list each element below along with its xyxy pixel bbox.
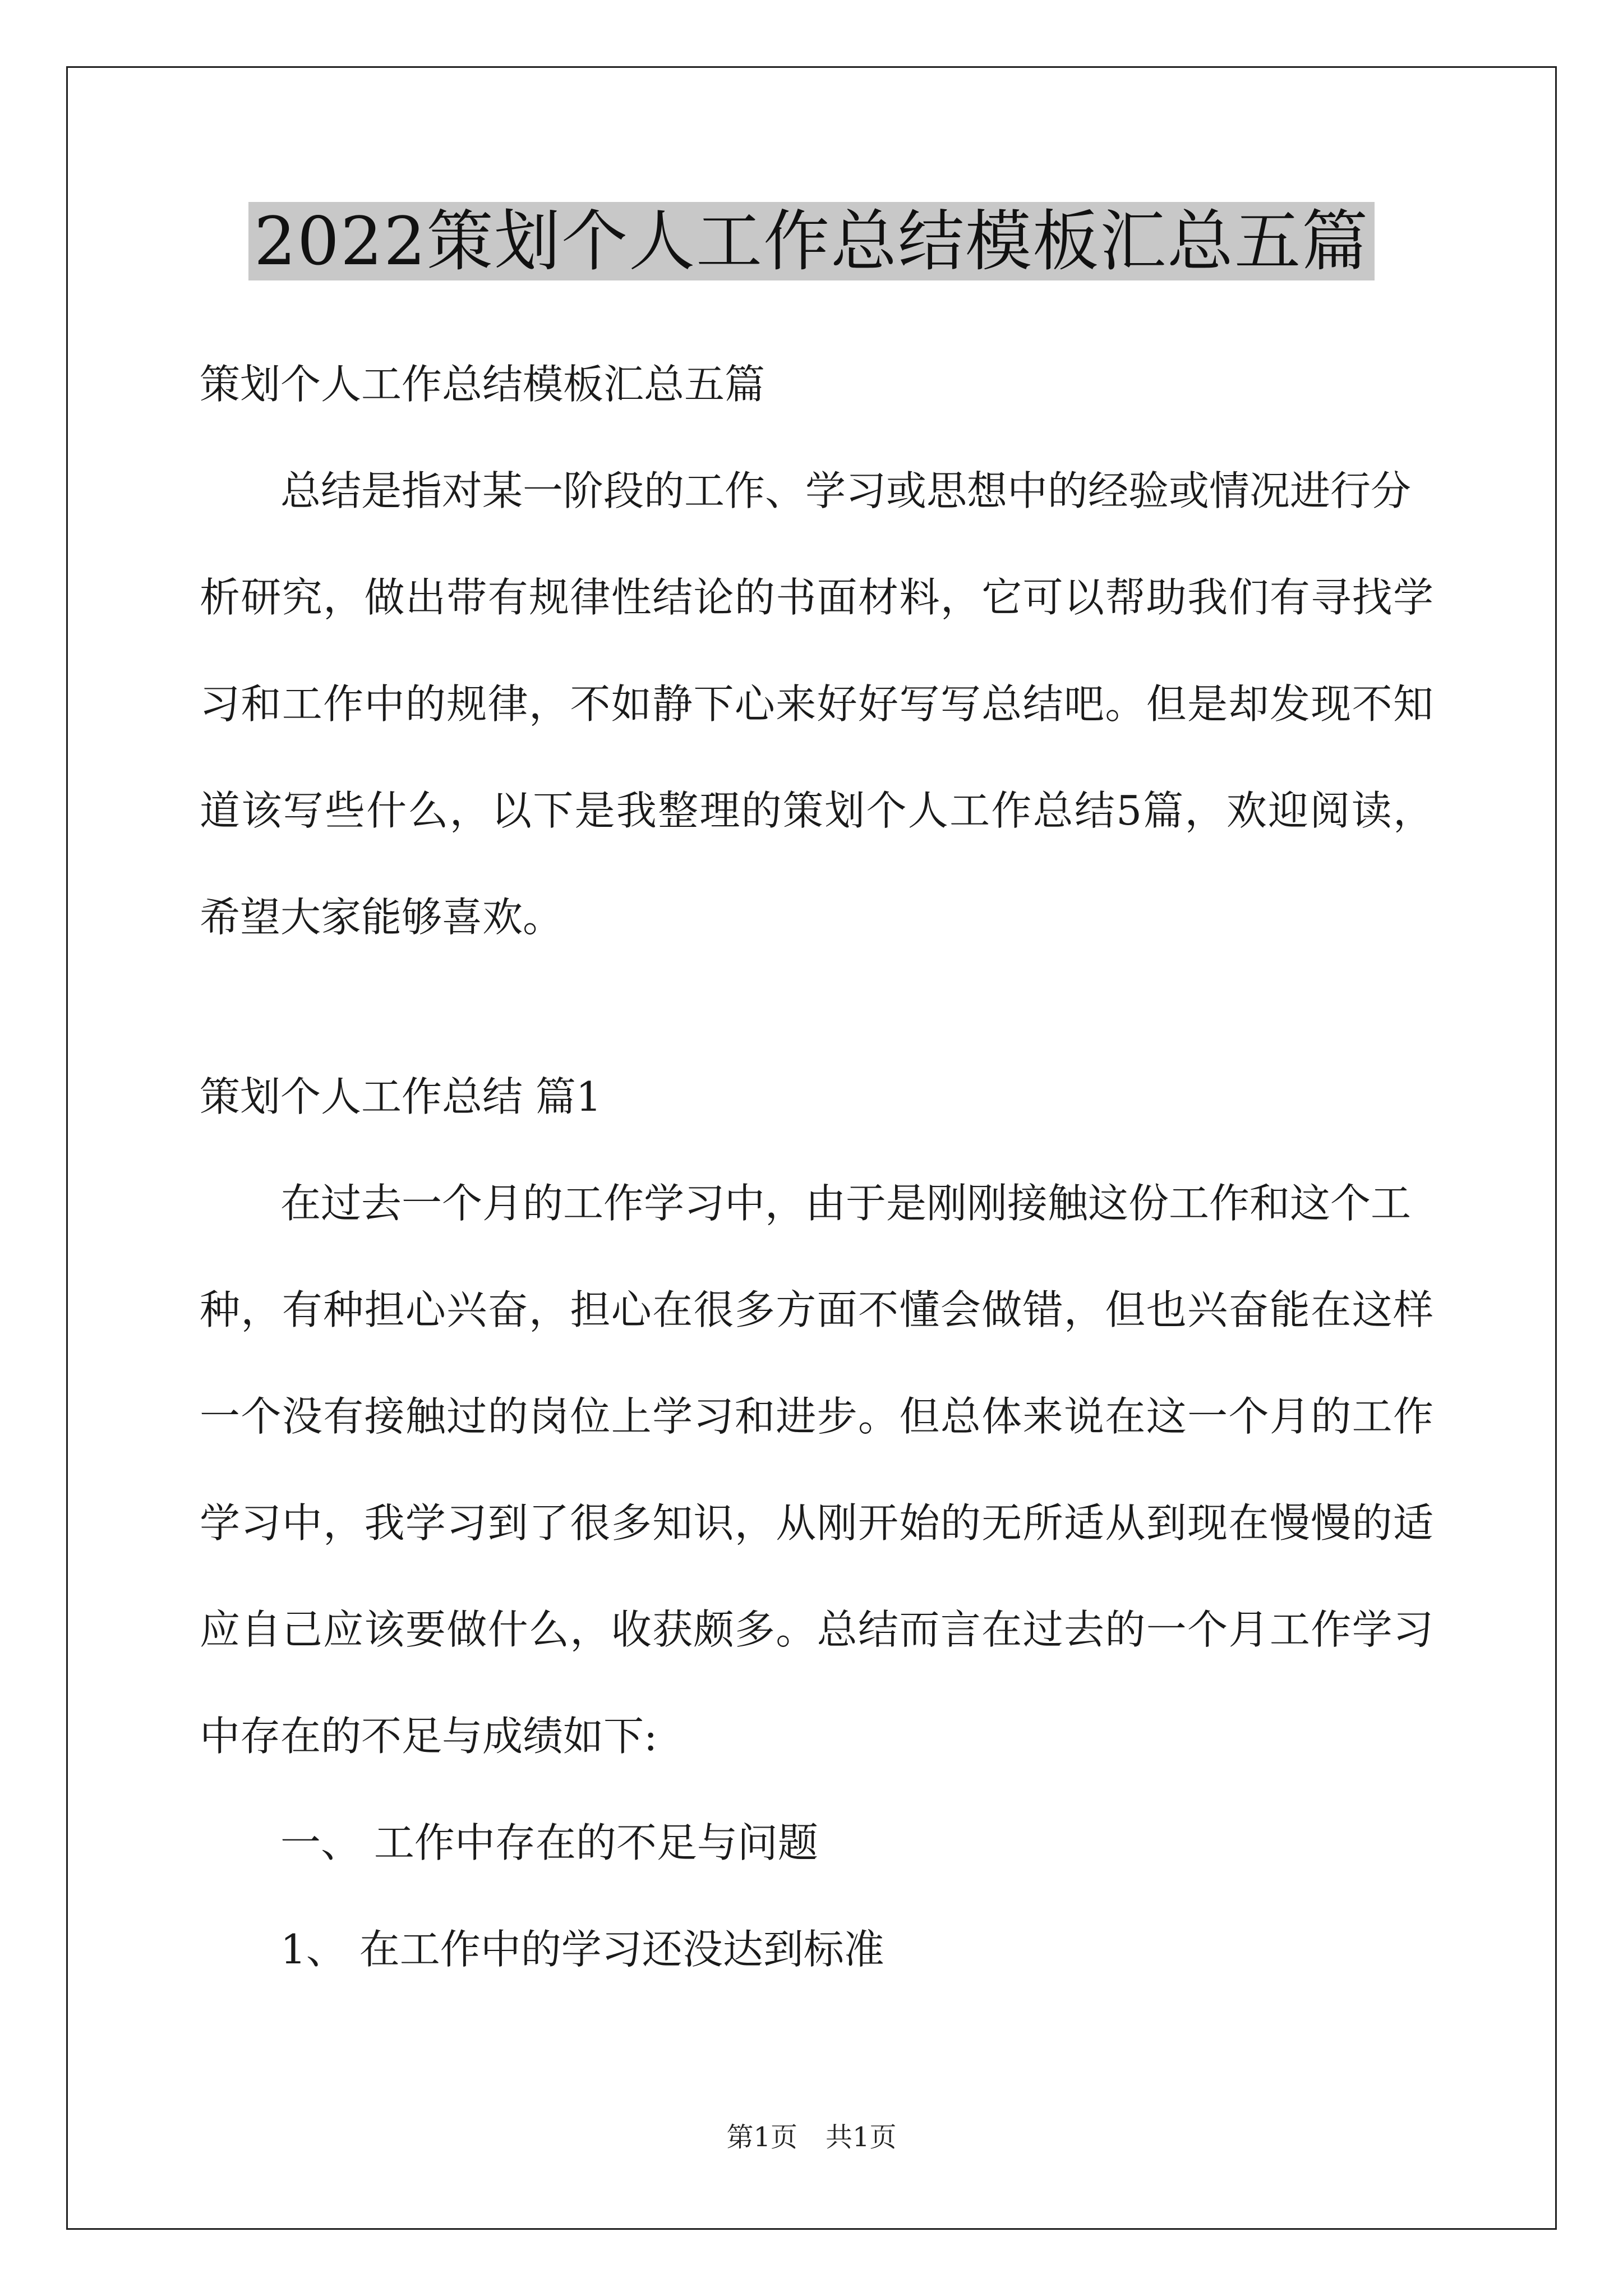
page-total: 共1页 bbox=[826, 2122, 897, 2153]
page-number: 第1页 bbox=[726, 2122, 797, 2153]
section-line: 中存在的不足与成绩如下: bbox=[200, 1713, 658, 1760]
intro-line: 道该写些什么，以下是我整理的策划个人工作总结5篇，欢迎阅读， bbox=[200, 787, 1433, 834]
page-footer bbox=[0, 2120, 1623, 2154]
document-subtitle: 策划个人工作总结模板汇总五篇 bbox=[200, 361, 766, 408]
section-line: 在过去一个月的工作学习中，由于是刚刚接触这份工作和这个工 bbox=[280, 1180, 1412, 1227]
document-title: 2022策划个人工作总结模板汇总五篇 bbox=[248, 202, 1375, 280]
intro-line: 析研究，做出带有规律性结论的书面材料，它可以帮助我们有寻找学 bbox=[200, 574, 1433, 621]
intro-line: 习和工作中的规律，不如静下心来好好写写总结吧。但是却发现不知 bbox=[200, 680, 1433, 728]
title-container bbox=[0, 202, 1623, 280]
intro-line: 希望大家能够喜欢。 bbox=[200, 894, 564, 941]
section-line: 学习中，我学习到了很多知识，从刚开始的无所适从到现在慢慢的适 bbox=[200, 1499, 1433, 1547]
section-line: 一个没有接触过的岗位上学习和进步。但总体来说在这一个月的工作 bbox=[200, 1393, 1433, 1440]
section-heading: 策划个人工作总结 篇1 bbox=[200, 1073, 602, 1120]
intro-line: 总结是指对某一阶段的工作、学习或思想中的经验或情况进行分 bbox=[280, 467, 1412, 514]
section-line: 种，有种担心兴奋，担心在很多方面不懂会做错，但也兴奋能在这样 bbox=[200, 1286, 1433, 1333]
list-item-subheading: 1、 在工作中的学习还没达到标准 bbox=[280, 1926, 884, 1973]
list-item-heading: 一、 工作中存在的不足与问题 bbox=[280, 1819, 818, 1866]
section-line: 应自己应该要做什么，收获颇多。总结而言在过去的一个月工作学习 bbox=[200, 1606, 1433, 1653]
